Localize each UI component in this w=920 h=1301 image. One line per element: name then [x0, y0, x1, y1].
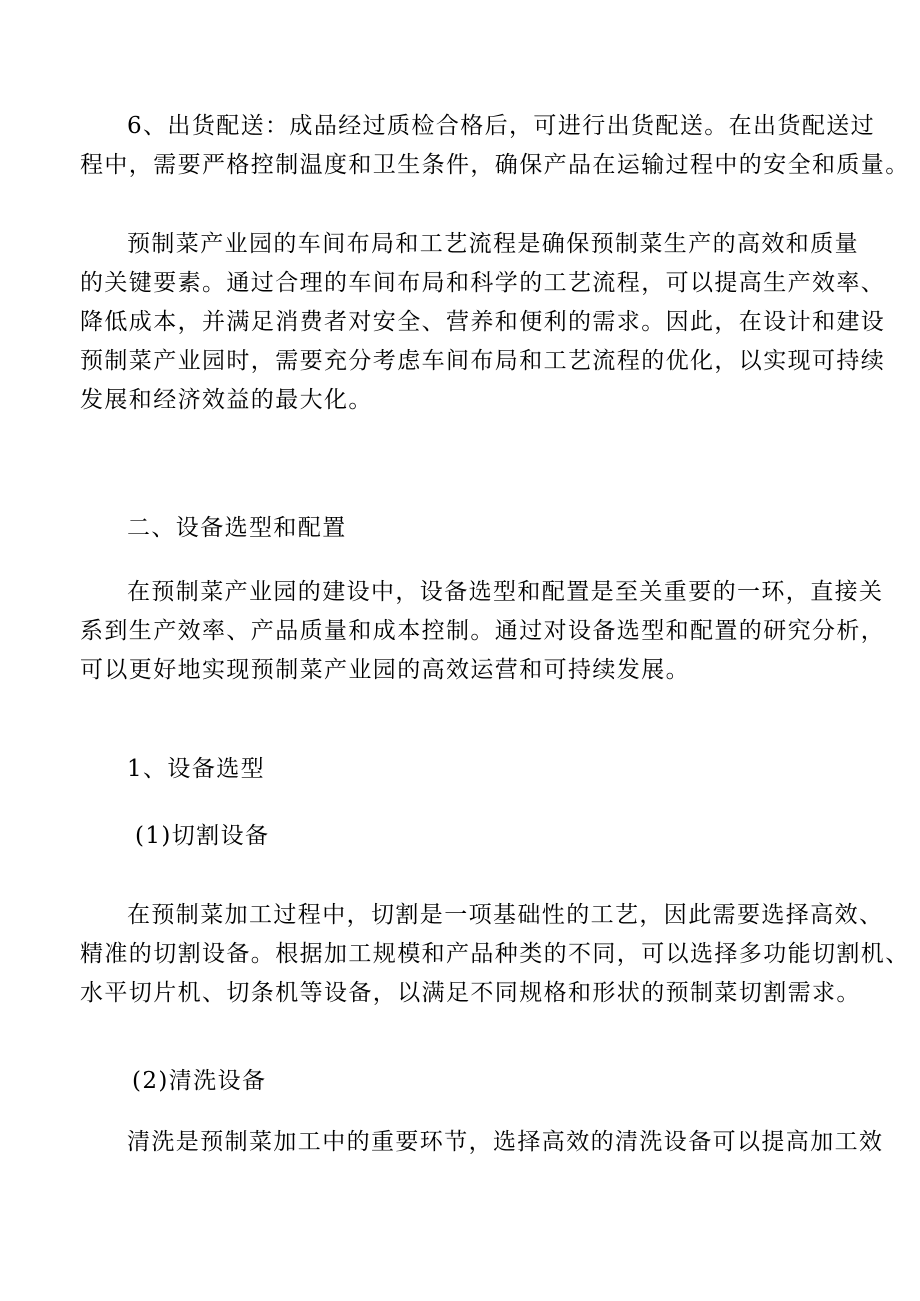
text-line: 预制菜产业园时，需要充分考虑车间布局和工艺流程的优化，以实现可持续 [80, 348, 886, 374]
section-heading: 二、设备选型和配置 [127, 515, 347, 541]
subheading-equipment-selection: 1、设备选型 [127, 756, 266, 782]
text-line: 6、出货配送：成品经过质检合格后，可进行出货配送。在出货配送过 [127, 113, 876, 139]
text-line: 程中，需要严格控制温度和卫生条件，确保产品在运输过程中的安全和质量。 [80, 152, 910, 178]
text-line: 可以更好地实现预制菜产业园的高效运营和可持续发展。 [80, 657, 690, 683]
paragraph-cleaning [80, 1123, 884, 1162]
text-line: 预制菜产业园的车间布局和工艺流程是确保预制菜生产的高效和质量 [127, 231, 859, 257]
paragraph-equipment-intro [80, 573, 886, 690]
item-title-cleaning: (2)清洗设备 [132, 1068, 267, 1094]
text-line: 发展和经济效益的最大化。 [80, 387, 373, 413]
text-line: 系到生产效率、产品质量和成本控制。通过对设备选型和配置的研究分析， [80, 618, 886, 644]
paragraph-shipping [80, 107, 910, 185]
text-line: 的关键要素。通过合理的车间布局和科学的工艺流程，可以提高生产效率、 [80, 270, 886, 296]
paragraph-summary [80, 225, 886, 420]
text-line: 水平切片机、切条机等设备，以满足不同规格和形状的预制菜切割需求。 [80, 980, 861, 1006]
text-line: 在预制菜产业园的建设中，设备选型和配置是至关重要的一环，直接关 [127, 579, 884, 605]
item-title-cutting: (1)切割设备 [135, 823, 270, 849]
text-line: 降低成本，并满足消费者对安全、营养和便利的需求。因此，在设计和建设 [80, 309, 886, 335]
text-line: 清洗是预制菜加工中的重要环节，选择高效的清洗设备可以提高加工效 [127, 1129, 884, 1155]
text-line: 在预制菜加工过程中，切割是一项基础性的工艺，因此需要选择高效、 [127, 902, 884, 928]
paragraph-cutting [80, 896, 910, 1013]
text-line: 精准的切割设备。根据加工规模和产品种类的不同，可以选择多功能切割机、 [80, 941, 910, 967]
